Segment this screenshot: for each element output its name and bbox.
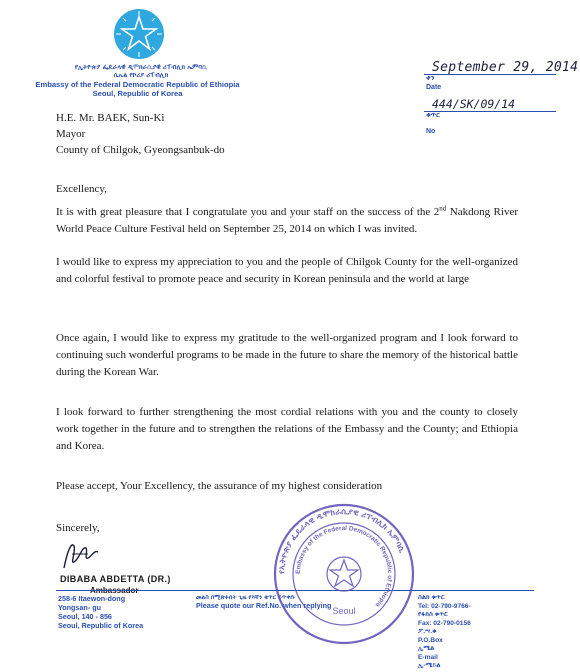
- stamp-city: Seoul: [332, 606, 356, 616]
- letterhead-embassy-name: [30, 80, 245, 98]
- footer-contact-line: ፖ.ሣ.ቁ: [418, 628, 437, 635]
- date-underline: [424, 74, 556, 75]
- paragraph-appreciation: I would like to express my appreciation to you and the people of Chilgok County for the well-organized and colorful festival to promote peace and security in Korean peninsula and the world at large: [56, 256, 518, 285]
- letterhead-amharic-line: የኢትዮጵያ ፌዴራላዊ ዲሞክራሲያዊ ሪፐብሊክ ኤምባሲ: [74, 63, 208, 71]
- ethiopia-emblem-icon: [113, 8, 165, 60]
- footer-contact-line: ኢሜል: [418, 645, 435, 652]
- footer-quote-amharic: መልስ በሚጽፉበት ጊዜ የእኛን ቁጥር ይጥቀሱ: [196, 594, 296, 601]
- addressee-name: H.E. Mr. BAEK, Sun-Ki: [56, 112, 165, 124]
- footer-address-line: Seoul, 140 - 856: [58, 612, 112, 621]
- addressee-block: [56, 110, 225, 158]
- date-value: September 29, 2014: [432, 60, 579, 75]
- letterhead-amharic-line: ሴኡል የኮሪያ ሪፐብሊክ: [113, 71, 169, 79]
- addressee-title: Mayor: [56, 128, 86, 140]
- paragraph-relations: I look forward to further strengthening the most cordial relations with you and the county to closely work together in the future and to strengthen the relations of the Embassy and the County; and Ethiopia and Korea.: [56, 406, 518, 452]
- footer-contact-line: Fax: 02-790-0156: [418, 619, 471, 627]
- footer-contact-line: ኢ-ሜይል: [418, 662, 441, 669]
- paragraph-congratulation: [56, 204, 518, 238]
- letterhead-embassy-line: Seoul, Republic of Korea: [92, 89, 183, 98]
- letterhead-amharic: [56, 63, 226, 79]
- footer-address-line: Yongsan- gu: [58, 603, 101, 612]
- footer-contact-line: P.O.Box: [418, 636, 443, 644]
- footer-address-line: 258-6 Itaewon-dong: [58, 594, 126, 603]
- paragraph-text: It is with great pleasure that I congratulate you and your staff on the success of the 2: [56, 206, 440, 218]
- stamp-outer-text: የኢትዮጵያ ፌዴራላዊ ዲሞክራሲያዊ ሪፐብሊክ ኤምባሲ: [275, 505, 408, 575]
- stamp-inner-text: Embassy of the Federal Democratic Republic of Ethiopia: [294, 524, 394, 609]
- reference-underline: [424, 111, 556, 112]
- footer-contact-line: የፋክስ ቁጥር: [418, 611, 448, 618]
- signer-name: DIBABA ABDETTA (DR.): [60, 574, 171, 584]
- footer-address: [58, 594, 143, 630]
- embassy-stamp-icon: [272, 502, 416, 646]
- handwritten-signature-icon: [58, 538, 106, 572]
- ordinal-suffix: nd: [439, 204, 447, 213]
- footer-quote: Please quote our Ref.No. when replying: [196, 601, 332, 610]
- footer-contact-line: Tel: 02-790-9766-: [418, 602, 471, 610]
- footer-address-line: Seoul, Republic of Korea: [58, 621, 144, 630]
- footer-contact-line: E-mail: [418, 653, 438, 661]
- signer-title: Ambassador: [90, 586, 139, 595]
- date-label-amharic: ቀን: [426, 75, 435, 82]
- paragraph-text: Nakdong River World Peace Culture Festival held on September 25, 2014 on which I was invited.: [56, 206, 518, 235]
- addressee-location: County of Chilgok, Gyeongsanbuk-do: [56, 144, 225, 156]
- ref-label-amharic: ቁጥር: [426, 112, 440, 119]
- sincerely: Sincerely,: [56, 522, 100, 534]
- date-label: Date: [426, 84, 442, 91]
- paragraph-gratitude: Once again, I would like to express my gratitude to the well-organized program and I look forward to continuing such wonderful programs to be made in the future to share the memory of the historical battle during the Korean War.: [56, 332, 518, 378]
- paragraph-closing: Please accept, Your Excellency, the assurance of my highest consideration: [56, 480, 383, 492]
- footer-contact-line: ስልክ ቁጥር: [418, 594, 445, 601]
- letterhead-embassy-line: Embassy of the Federal Democratic Republic of Ethiopia: [35, 80, 240, 89]
- footer-contact: [418, 594, 471, 671]
- greeting: Excellency,: [56, 183, 107, 195]
- svg-text:Embassy of the Federal Democra: [295, 525, 393, 609]
- ref-label: No: [426, 128, 436, 135]
- reference-number: 444/SK/09/14: [432, 97, 516, 111]
